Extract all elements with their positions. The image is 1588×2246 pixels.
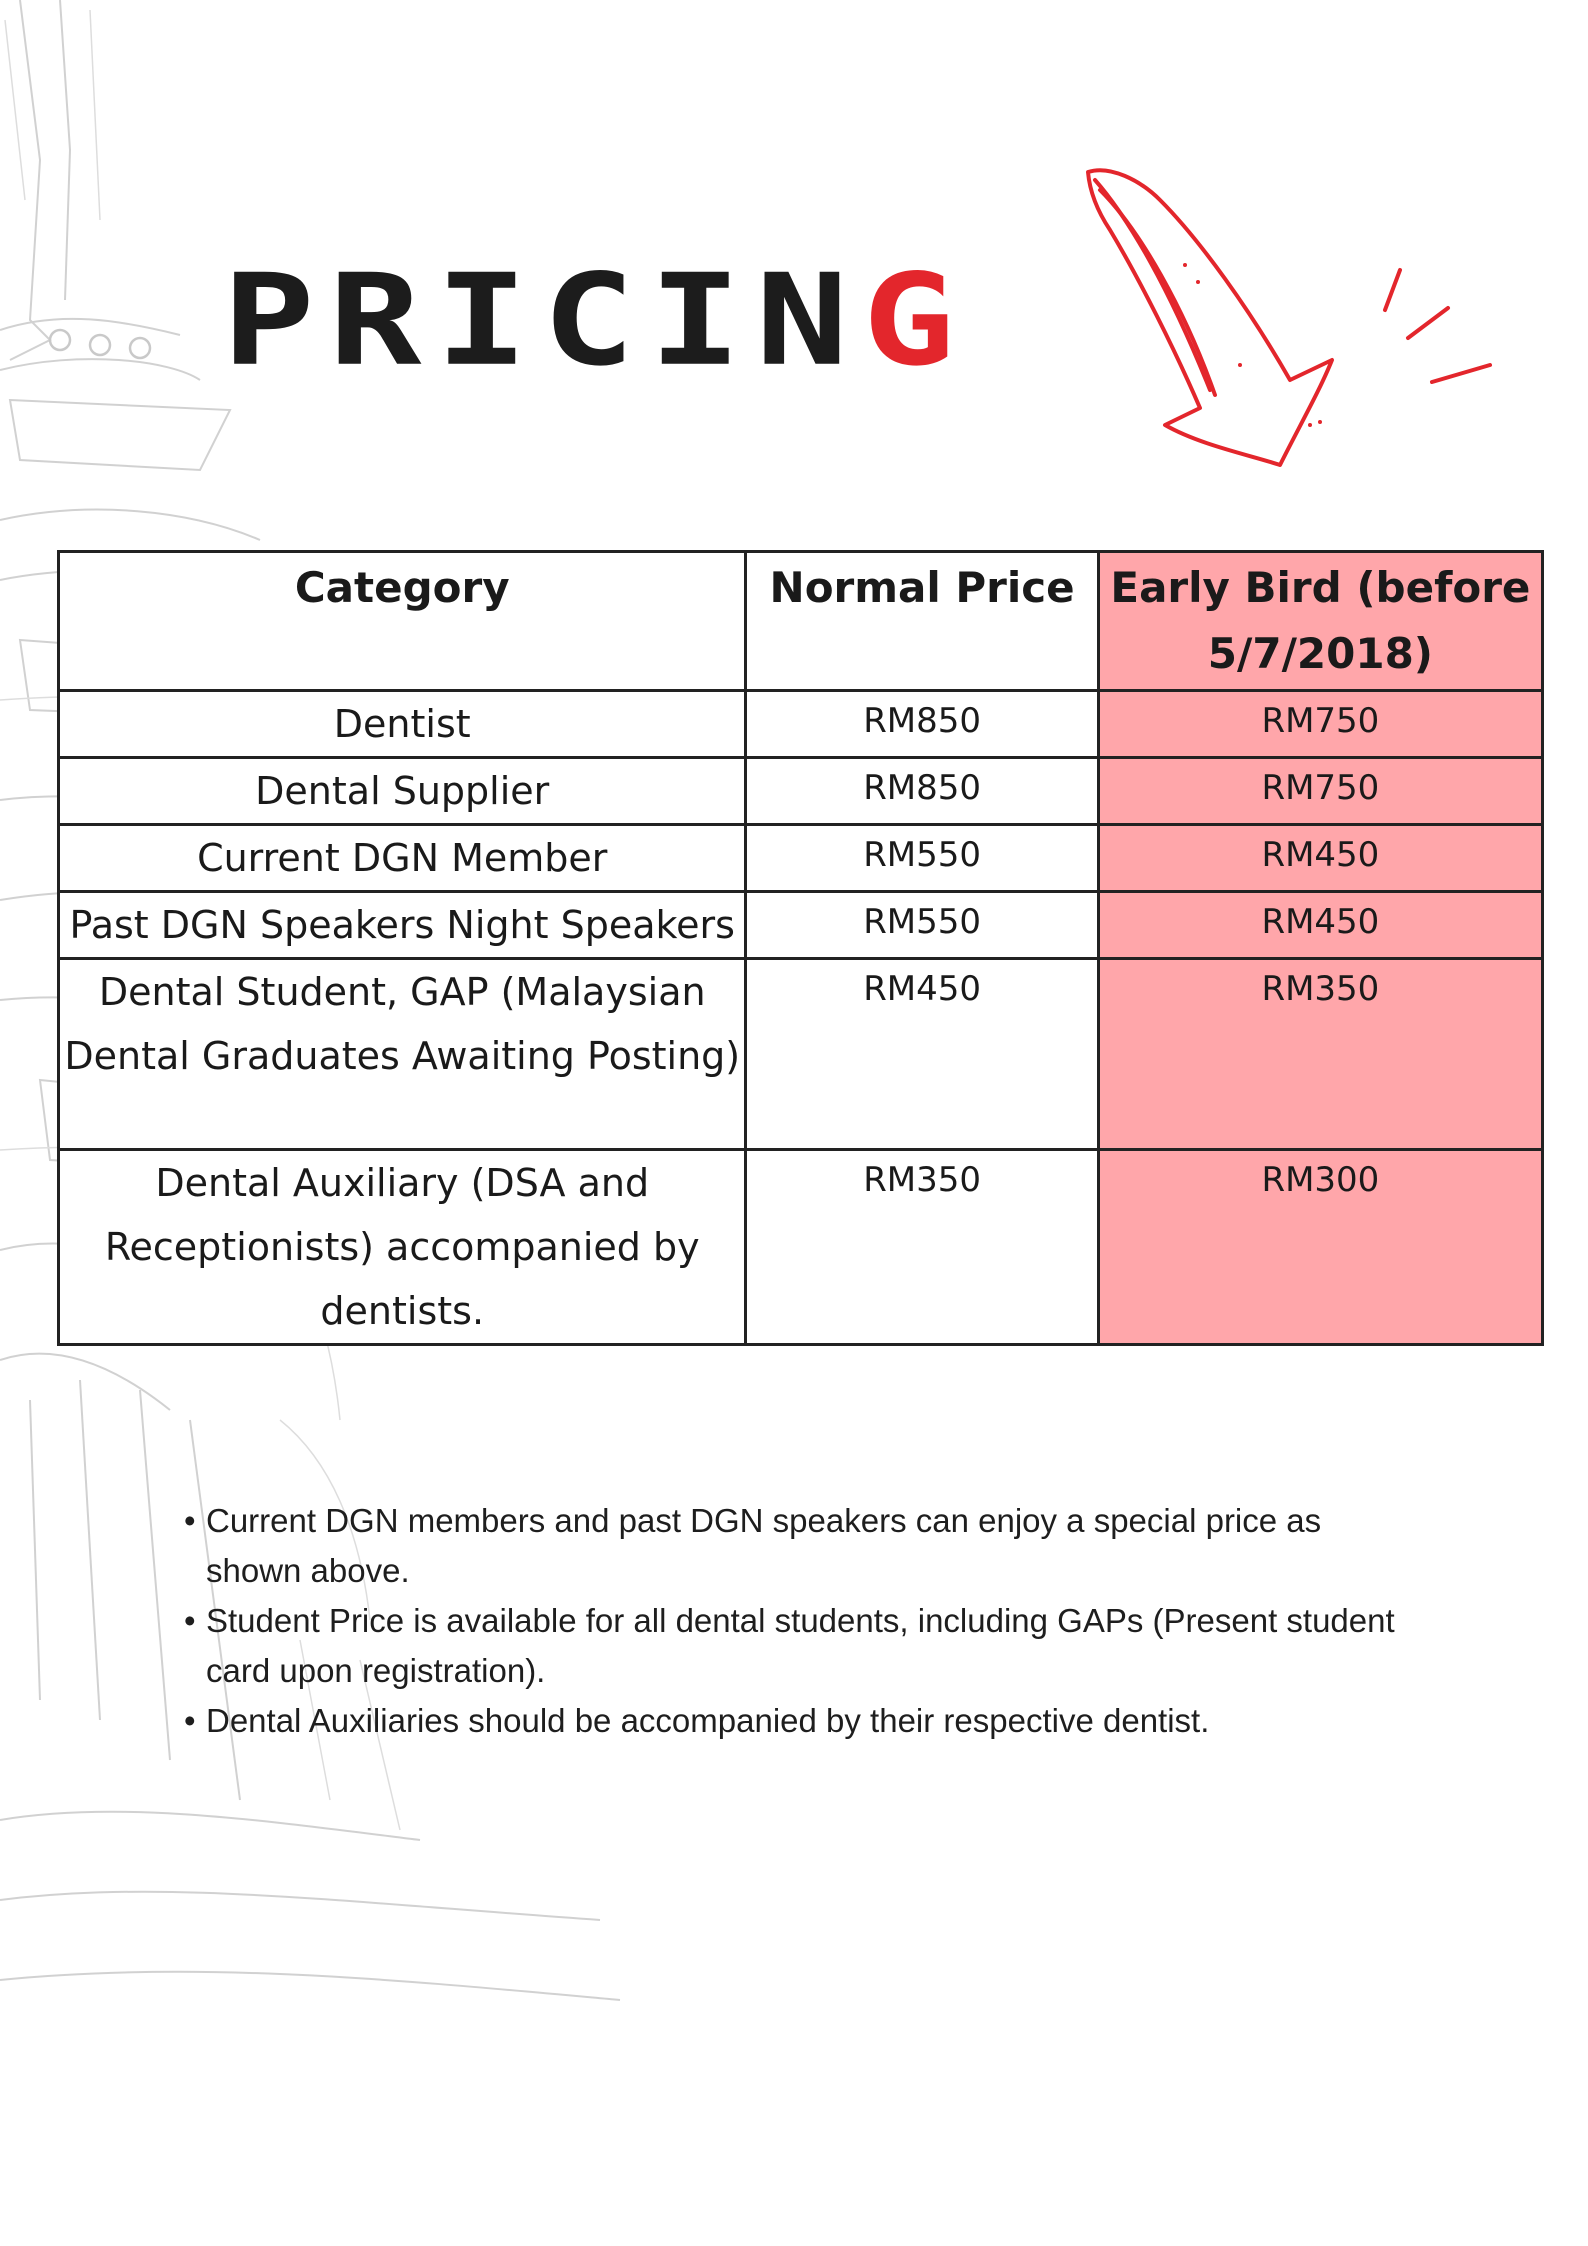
hand-drawn-red-arrow-icon — [1070, 160, 1530, 510]
normal-price-cell: RM550 — [746, 825, 1098, 892]
table-row — [59, 825, 1543, 892]
title-main: PRICIN — [222, 247, 863, 395]
category-cell: Past DGN Speakers Night Speakers — [59, 892, 746, 959]
note-text: Dental Auxiliaries should be accompanied by their respective dentist. — [206, 1702, 1210, 1739]
column-header-normal-price: Normal Price — [746, 552, 1098, 691]
column-header-category: Category — [59, 552, 746, 691]
list-item — [184, 1596, 1406, 1696]
early-bird-price-cell: RM750 — [1098, 758, 1542, 825]
note-text: Student Price is available for all dental students, including GAPs (Present student card upon registration). — [206, 1602, 1395, 1689]
bullet-icon: • — [184, 1502, 196, 1539]
pricing-table — [57, 550, 1544, 1346]
title-accent-letter: G — [862, 247, 970, 395]
table-row — [59, 758, 1543, 825]
category-cell: Dental Supplier — [59, 758, 746, 825]
category-cell: Current DGN Member — [59, 825, 746, 892]
early-bird-price-cell: RM450 — [1098, 892, 1542, 959]
column-header-early-bird: Early Bird (before 5/7/2018) — [1098, 552, 1542, 691]
table-header-row — [59, 552, 1543, 691]
page-title — [222, 247, 970, 395]
table-row — [59, 1150, 1543, 1345]
early-bird-price-cell: RM750 — [1098, 691, 1542, 758]
normal-price-cell: RM350 — [746, 1150, 1098, 1345]
early-bird-price-cell: RM450 — [1098, 825, 1542, 892]
normal-price-cell: RM850 — [746, 691, 1098, 758]
category-cell: Dental Auxiliary (DSA and Receptionists) accompanied by dentists. — [59, 1150, 746, 1345]
category-cell: Dentist — [59, 691, 746, 758]
category-cell: Dental Student, GAP (Malaysian Dental Graduates Awaiting Posting) — [59, 959, 746, 1150]
list-item — [184, 1496, 1406, 1596]
table-row — [59, 959, 1543, 1150]
list-item — [184, 1696, 1406, 1746]
table-row — [59, 691, 1543, 758]
early-bird-price-cell: RM300 — [1098, 1150, 1542, 1345]
normal-price-cell: RM550 — [746, 892, 1098, 959]
normal-price-cell: RM850 — [746, 758, 1098, 825]
pricing-notes-list — [180, 1496, 1406, 1746]
table-row — [59, 892, 1543, 959]
bullet-icon: • — [184, 1702, 196, 1739]
early-bird-price-cell: RM350 — [1098, 959, 1542, 1150]
bullet-icon: • — [184, 1602, 196, 1639]
normal-price-cell: RM450 — [746, 959, 1098, 1150]
note-text: Current DGN members and past DGN speakers can enjoy a special price as shown above. — [206, 1502, 1322, 1589]
